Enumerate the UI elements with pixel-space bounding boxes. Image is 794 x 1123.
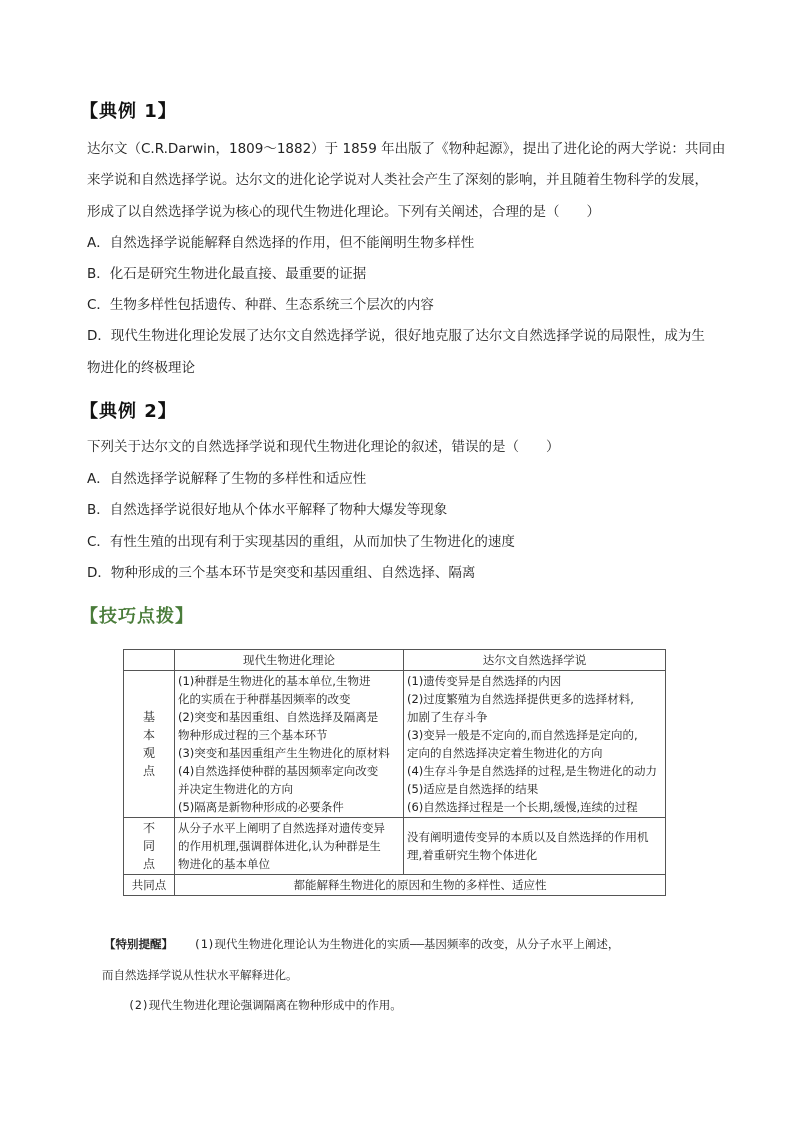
table-row-common [124,875,666,896]
example-2-stem: 下列关于达尔文的自然选择学说和现代生物进化理论的叙述，错误的是（ ） [87,439,560,455]
table-row-basic-views [124,671,666,818]
column-header-darwin: 达尔文自然选择学说 [404,650,666,671]
cell-modern-basic-views: (1)种群是生物进化的基本单位,生物进 化的实质在于种群基因频率的改变 (2)突变和基因重组、自然选择及隔离是 物种形成过程的三个基本环节 (3)突变和基因重组产生生物进化的原材料 (4)自然选择使种群的基因频率定向改变 并决定生物进化的方向 (5)隔离是新物种形成的必要条件 [175,671,404,818]
example-1-option-a: A．自然选择学说能解释自然选择的作用，但不能阐明生物多样性 [87,235,475,251]
comparison-table [123,649,666,896]
example-1-stem-line-1: 达尔文（C.R.Darwin，1809～1882）于 1859 年出版了《物种起源》，提出了进化论的两大学说：共同由 [87,141,726,157]
example-2-option-a: A．自然选择学说解释了生物的多样性和适应性 [87,471,367,487]
example-1-option-d: D．现代生物进化理论发展了达尔文自然选择学说，很好地克服了达尔文自然选择学说的局限性，成为生 [87,328,705,344]
table-row-differences [124,818,666,875]
example-2-heading: 【典例 2】 [80,401,177,422]
example-1-heading: 【典例 1】 [80,101,177,122]
tips-heading: 【技巧点拨】 [80,606,194,627]
table-header-row [124,650,666,671]
cell-darwin-basic-views: (1)遗传变异是自然选择的内因 (2)过度繁殖为自然选择提供更多的选择材料, 加剧了生存斗争 (3)变异一般是不定向的,而自然选择是定向的, 定向的自然选择决定着生物进化的方向 (4)生存斗争是自然选择的过程,是生物进化的动力 (5)适应是自然选择的结果 (6)自然选择过程是一个长期,缓慢,连续的过程 [404,671,666,818]
example-2-option-b: B．自然选择学说很好地从个体水平解释了物种大爆发等现象 [87,502,448,518]
example-1-stem-line-3: 形成了以自然选择学说为核心的现代生物进化理论。下列有关阐述，合理的是（ ） [87,204,600,220]
special-reminder-label: 【特别提醒】 [104,937,173,951]
row-label-common: 共同点 [124,875,175,896]
example-1-option-d-continued: 物进化的终极理论 [87,360,195,376]
table-corner-cell [124,650,175,671]
example-2-option-d: D．物种形成的三个基本环节是突变和基因重组、自然选择、隔离 [87,565,476,581]
column-header-modern: 现代生物进化理论 [175,650,404,671]
cell-darwin-differences: 没有阐明遗传变异的本质以及自然选择的作用机 理,着重研究生物个体进化 [404,818,666,875]
example-1-option-c: C．生物多样性包括遗传、种群、生态系统三个层次的内容 [87,297,434,313]
row-label-basic-views: 基本观点 [124,671,175,818]
special-reminder-line-1: 【特别提醒】 (1)现代生物进化理论认为生物进化的实质——基因频率的改变，从分子水平上阐述， [104,937,620,951]
cell-common: 都能解释生物进化的原因和生物的多样性、适应性 [175,875,666,896]
example-1-stem-line-2: 来学说和自然选择学说。达尔文的进化论学说对人类社会产生了深刻的影响，并且随着生物科学的发展， [87,172,708,188]
special-reminder-line-2: 而自然选择学说从性状水平解释进化。 [102,968,298,982]
special-reminder-line-3: (2)现代生物进化理论强调隔离在物种形成中的作用。 [128,998,402,1012]
example-2-option-c: C．有性生殖的出现有利于实现基因的重组，从而加快了生物进化的速度 [87,534,515,550]
example-1-option-b: B．化石是研究生物进化最直接、最重要的证据 [87,266,367,282]
cell-modern-differences: 从分子水平上阐明了自然选择对遗传变异 的作用机理,强调群体进化,认为种群是生 物进化的基本单位 [175,818,404,875]
row-label-differences: 不同点 [124,818,175,875]
